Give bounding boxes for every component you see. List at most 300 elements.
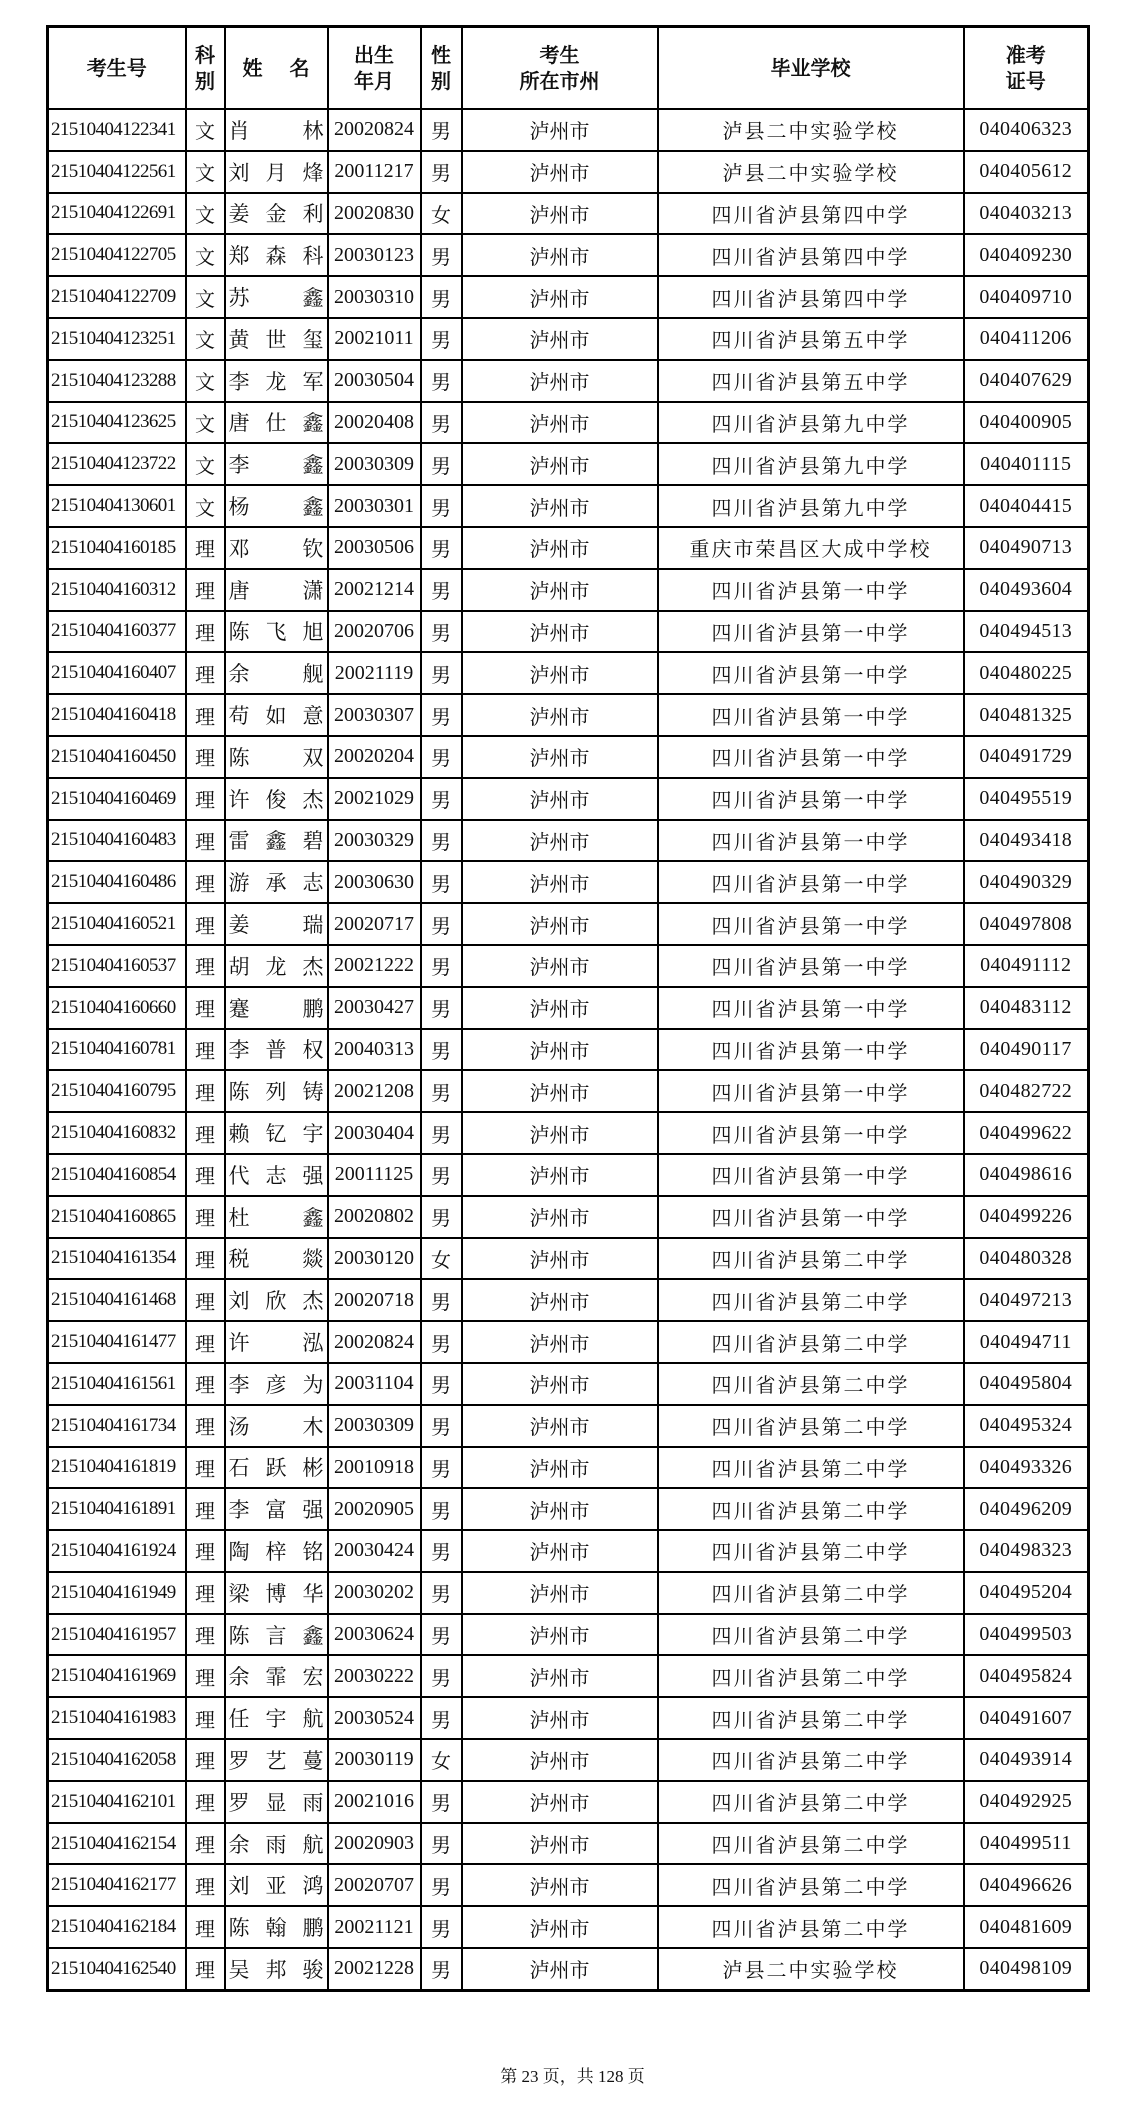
subject-cell: 理 <box>186 736 225 778</box>
student-name-cell: 杨鑫 <box>225 485 328 527</box>
birth-date-cell: 20030624 <box>328 1614 421 1656</box>
city-cell: 泸州市 <box>462 987 658 1029</box>
city-cell: 泸州市 <box>462 694 658 736</box>
subject-cell: 理 <box>186 1488 225 1530</box>
subject-cell: 理 <box>186 1530 225 1572</box>
student-name-cell: 代志强 <box>225 1154 328 1196</box>
exam-number-cell: 21510404123251 <box>48 318 186 360</box>
table-row <box>48 1614 1089 1656</box>
exam-number-cell: 21510404161983 <box>48 1697 186 1739</box>
city-cell: 泸州市 <box>462 1697 658 1739</box>
gender-cell: 男 <box>421 1321 462 1363</box>
header-city: 考生 所在市州 <box>462 27 658 110</box>
ticket-number-cell: 040497213 <box>964 1279 1089 1321</box>
ticket-number-cell: 040493604 <box>964 569 1089 611</box>
birth-date-cell: 20021011 <box>328 318 421 360</box>
table-row <box>48 1029 1089 1071</box>
gender-cell: 男 <box>421 945 462 987</box>
student-name-cell: 陈飞旭 <box>225 611 328 653</box>
birth-date-cell: 20020905 <box>328 1488 421 1530</box>
ticket-number-cell: 040495324 <box>964 1405 1089 1447</box>
table-row <box>48 1823 1089 1865</box>
gender-cell: 男 <box>421 736 462 778</box>
exam-number-cell: 21510404162540 <box>48 1948 186 1990</box>
city-cell: 泸州市 <box>462 485 658 527</box>
ticket-number-cell: 040499511 <box>964 1823 1089 1865</box>
table-row <box>48 1154 1089 1196</box>
ticket-number-cell: 040490713 <box>964 527 1089 569</box>
student-name-cell: 邓钦 <box>225 527 328 569</box>
gender-cell: 男 <box>421 694 462 736</box>
student-name-cell: 苟如意 <box>225 694 328 736</box>
exam-number-cell: 21510404160450 <box>48 736 186 778</box>
table-row <box>48 1447 1089 1489</box>
table-row <box>48 109 1089 151</box>
exam-number-cell: 21510404160469 <box>48 778 186 820</box>
gender-cell: 男 <box>421 276 462 318</box>
student-name-cell: 汤木 <box>225 1405 328 1447</box>
subject-cell: 理 <box>186 1864 225 1906</box>
ticket-number-cell: 040494513 <box>964 611 1089 653</box>
ticket-number-cell: 040495804 <box>964 1363 1089 1405</box>
birth-date-cell: 20021214 <box>328 569 421 611</box>
birth-date-cell: 20030524 <box>328 1697 421 1739</box>
birth-date-cell: 20030309 <box>328 443 421 485</box>
birth-date-cell: 20030504 <box>328 360 421 402</box>
exam-number-cell: 21510404161891 <box>48 1488 186 1530</box>
subject-cell: 理 <box>186 1405 225 1447</box>
table-row <box>48 987 1089 1029</box>
school-cell: 四川省泸县第二中学 <box>658 1279 964 1321</box>
birth-date-cell: 20011125 <box>328 1154 421 1196</box>
student-name-cell: 李富强 <box>225 1488 328 1530</box>
student-name-cell: 罗艺蔓 <box>225 1739 328 1781</box>
student-name-cell: 刘欣杰 <box>225 1279 328 1321</box>
birth-date-cell: 20020707 <box>328 1864 421 1906</box>
birth-date-cell: 20030202 <box>328 1572 421 1614</box>
student-name-cell: 姜金利 <box>225 193 328 235</box>
city-cell: 泸州市 <box>462 1906 658 1948</box>
gender-cell: 男 <box>421 1530 462 1572</box>
table-row <box>48 1739 1089 1781</box>
school-cell: 重庆市荣昌区大成中学校 <box>658 527 964 569</box>
exam-number-cell: 21510404161957 <box>48 1614 186 1656</box>
table-row <box>48 945 1089 987</box>
birth-date-cell: 20030309 <box>328 1405 421 1447</box>
ticket-number-cell: 040490117 <box>964 1029 1089 1071</box>
birth-date-cell: 20020408 <box>328 402 421 444</box>
gender-cell: 男 <box>421 903 462 945</box>
exam-number-cell: 21510404160537 <box>48 945 186 987</box>
gender-cell: 男 <box>421 569 462 611</box>
gender-cell: 男 <box>421 778 462 820</box>
birth-date-cell: 20030307 <box>328 694 421 736</box>
exam-number-cell: 21510404160854 <box>48 1154 186 1196</box>
exam-number-cell: 21510404122691 <box>48 193 186 235</box>
subject-cell: 理 <box>186 1697 225 1739</box>
school-cell: 四川省泸县第二中学 <box>658 1572 964 1614</box>
gender-cell: 男 <box>421 1154 462 1196</box>
birth-date-cell: 20020802 <box>328 1196 421 1238</box>
gender-cell: 男 <box>421 318 462 360</box>
exam-number-cell: 21510404160832 <box>48 1112 186 1154</box>
student-name-cell: 肖林 <box>225 109 328 151</box>
subject-cell: 理 <box>186 569 225 611</box>
school-cell: 四川省泸县第四中学 <box>658 234 964 276</box>
ticket-number-cell: 040480225 <box>964 652 1089 694</box>
gender-cell: 男 <box>421 1655 462 1697</box>
gender-cell: 男 <box>421 1906 462 1948</box>
city-cell: 泸州市 <box>462 1238 658 1280</box>
student-name-cell: 李龙军 <box>225 360 328 402</box>
exam-number-cell: 21510404161561 <box>48 1363 186 1405</box>
subject-cell: 文 <box>186 360 225 402</box>
school-cell: 四川省泸县第一中学 <box>658 694 964 736</box>
student-name-cell: 杜鑫 <box>225 1196 328 1238</box>
city-cell: 泸州市 <box>462 1530 658 1572</box>
gender-cell: 男 <box>421 1070 462 1112</box>
ticket-number-cell: 040491112 <box>964 945 1089 987</box>
gender-cell: 女 <box>421 193 462 235</box>
exam-number-cell: 21510404162058 <box>48 1739 186 1781</box>
birth-date-cell: 20030123 <box>328 234 421 276</box>
ticket-number-cell: 040491729 <box>964 736 1089 778</box>
ticket-number-cell: 040495824 <box>964 1655 1089 1697</box>
school-cell: 四川省泸县第一中学 <box>658 861 964 903</box>
student-name-cell: 陶梓铭 <box>225 1530 328 1572</box>
gender-cell: 男 <box>421 1864 462 1906</box>
school-cell: 四川省泸县第一中学 <box>658 1112 964 1154</box>
birth-date-cell: 20020824 <box>328 109 421 151</box>
gender-cell: 男 <box>421 1697 462 1739</box>
table-row <box>48 1070 1089 1112</box>
school-cell: 四川省泸县第一中学 <box>658 1196 964 1238</box>
school-cell: 四川省泸县第二中学 <box>658 1405 964 1447</box>
subject-cell: 理 <box>186 1321 225 1363</box>
subject-cell: 理 <box>186 778 225 820</box>
student-name-cell: 黄世玺 <box>225 318 328 360</box>
birth-date-cell: 20020718 <box>328 1279 421 1321</box>
subject-cell: 理 <box>186 1906 225 1948</box>
school-cell: 四川省泸县第二中学 <box>658 1447 964 1489</box>
city-cell: 泸州市 <box>462 945 658 987</box>
city-cell: 泸州市 <box>462 1279 658 1321</box>
city-cell: 泸州市 <box>462 109 658 151</box>
school-cell: 四川省泸县第二中学 <box>658 1655 964 1697</box>
birth-date-cell: 20030424 <box>328 1530 421 1572</box>
ticket-number-cell: 040494711 <box>964 1321 1089 1363</box>
page-footer: 第 23 页，共 128 页 <box>500 2067 645 2086</box>
gender-cell: 男 <box>421 1279 462 1321</box>
table-row <box>48 1948 1089 1990</box>
subject-cell: 文 <box>186 151 225 193</box>
subject-cell: 文 <box>186 276 225 318</box>
birth-date-cell: 20020830 <box>328 193 421 235</box>
exam-number-cell: 21510404160521 <box>48 903 186 945</box>
ticket-number-cell: 040496626 <box>964 1864 1089 1906</box>
school-cell: 四川省泸县第二中学 <box>658 1363 964 1405</box>
table-row <box>48 276 1089 318</box>
gender-cell: 男 <box>421 1572 462 1614</box>
ticket-number-cell: 040499503 <box>964 1614 1089 1656</box>
school-cell: 泸县二中实验学校 <box>658 1948 964 1990</box>
gender-cell: 女 <box>421 1739 462 1781</box>
city-cell: 泸州市 <box>462 1948 658 1990</box>
city-cell: 泸州市 <box>462 1363 658 1405</box>
exam-number-cell: 21510404161477 <box>48 1321 186 1363</box>
student-name-cell: 余霏宏 <box>225 1655 328 1697</box>
ticket-number-cell: 040481609 <box>964 1906 1089 1948</box>
city-cell: 泸州市 <box>462 652 658 694</box>
gender-cell: 男 <box>421 1488 462 1530</box>
table-row <box>48 1112 1089 1154</box>
table-row <box>48 402 1089 444</box>
gender-cell: 男 <box>421 109 462 151</box>
ticket-number-cell: 040482722 <box>964 1070 1089 1112</box>
subject-cell: 理 <box>186 1572 225 1614</box>
student-name-cell: 唐仕鑫 <box>225 402 328 444</box>
subject-cell: 理 <box>186 1739 225 1781</box>
school-cell: 四川省泸县第一中学 <box>658 1029 964 1071</box>
school-cell: 泸县二中实验学校 <box>658 109 964 151</box>
exam-number-cell: 21510404130601 <box>48 485 186 527</box>
gender-cell: 男 <box>421 820 462 862</box>
gender-cell: 女 <box>421 1238 462 1280</box>
exam-number-cell: 21510404123288 <box>48 360 186 402</box>
gender-cell: 男 <box>421 1447 462 1489</box>
exam-number-cell: 21510404122341 <box>48 109 186 151</box>
birth-date-cell: 20021121 <box>328 1906 421 1948</box>
ticket-number-cell: 040405612 <box>964 151 1089 193</box>
exam-number-cell: 21510404161468 <box>48 1279 186 1321</box>
subject-cell: 理 <box>186 903 225 945</box>
student-name-cell: 吴邦骏 <box>225 1948 328 1990</box>
school-cell: 四川省泸县第二中学 <box>658 1906 964 1948</box>
birth-date-cell: 20030310 <box>328 276 421 318</box>
header-birth: 出生 年月 <box>328 27 421 110</box>
student-name-cell: 罗显雨 <box>225 1781 328 1823</box>
exam-number-cell: 21510404160312 <box>48 569 186 611</box>
city-cell: 泸州市 <box>462 151 658 193</box>
ticket-number-cell: 040400905 <box>964 402 1089 444</box>
student-name-cell: 税燚 <box>225 1238 328 1280</box>
birth-date-cell: 20021029 <box>328 778 421 820</box>
school-cell: 四川省泸县第一中学 <box>658 736 964 778</box>
city-cell: 泸州市 <box>462 820 658 862</box>
city-cell: 泸州市 <box>462 1029 658 1071</box>
school-cell: 四川省泸县第二中学 <box>658 1781 964 1823</box>
student-name-cell: 蹇鹏 <box>225 987 328 1029</box>
table-row <box>48 736 1089 778</box>
student-name-cell: 郑森科 <box>225 234 328 276</box>
subject-cell: 文 <box>186 485 225 527</box>
subject-cell: 理 <box>186 611 225 653</box>
table-row <box>48 193 1089 235</box>
birth-date-cell: 20030506 <box>328 527 421 569</box>
city-cell: 泸州市 <box>462 903 658 945</box>
table-row <box>48 1279 1089 1321</box>
school-cell: 泸县二中实验学校 <box>658 151 964 193</box>
subject-cell: 理 <box>186 987 225 1029</box>
ticket-number-cell: 040493914 <box>964 1739 1089 1781</box>
school-cell: 四川省泸县第二中学 <box>658 1739 964 1781</box>
city-cell: 泸州市 <box>462 1112 658 1154</box>
gender-cell: 男 <box>421 987 462 1029</box>
subject-cell: 理 <box>186 652 225 694</box>
birth-date-cell: 20021208 <box>328 1070 421 1112</box>
exam-number-cell: 21510404162177 <box>48 1864 186 1906</box>
city-cell: 泸州市 <box>462 736 658 778</box>
gender-cell: 男 <box>421 1112 462 1154</box>
birth-date-cell: 20030222 <box>328 1655 421 1697</box>
school-cell: 四川省泸县第二中学 <box>658 1321 964 1363</box>
gender-cell: 男 <box>421 1823 462 1865</box>
subject-cell: 文 <box>186 234 225 276</box>
city-cell: 泸州市 <box>462 1321 658 1363</box>
school-cell: 四川省泸县第二中学 <box>658 1530 964 1572</box>
city-cell: 泸州市 <box>462 234 658 276</box>
table-row <box>48 1530 1089 1572</box>
school-cell: 四川省泸县第五中学 <box>658 318 964 360</box>
city-cell: 泸州市 <box>462 1823 658 1865</box>
exam-number-cell: 21510404160407 <box>48 652 186 694</box>
exam-number-cell: 21510404161734 <box>48 1405 186 1447</box>
exam-number-cell: 21510404122705 <box>48 234 186 276</box>
ticket-number-cell: 040404415 <box>964 485 1089 527</box>
table-row <box>48 1321 1089 1363</box>
student-name-cell: 梁博华 <box>225 1572 328 1614</box>
city-cell: 泸州市 <box>462 1572 658 1614</box>
school-cell: 四川省泸县第一中学 <box>658 1070 964 1112</box>
school-cell: 四川省泸县第二中学 <box>658 1488 964 1530</box>
ticket-number-cell: 040481325 <box>964 694 1089 736</box>
table-row <box>48 234 1089 276</box>
birth-date-cell: 20040313 <box>328 1029 421 1071</box>
gender-cell: 男 <box>421 1781 462 1823</box>
school-cell: 四川省泸县第二中学 <box>658 1864 964 1906</box>
student-name-cell: 刘月烽 <box>225 151 328 193</box>
gender-cell: 男 <box>421 402 462 444</box>
ticket-number-cell: 040409230 <box>964 234 1089 276</box>
birth-date-cell: 20030329 <box>328 820 421 862</box>
gender-cell: 男 <box>421 1196 462 1238</box>
table-row <box>48 1781 1089 1823</box>
student-name-cell: 游承志 <box>225 861 328 903</box>
student-name-cell: 刘亚鸿 <box>225 1864 328 1906</box>
city-cell: 泸州市 <box>462 1154 658 1196</box>
header-name: 姓 名 <box>225 27 328 110</box>
city-cell: 泸州市 <box>462 527 658 569</box>
city-cell: 泸州市 <box>462 1070 658 1112</box>
ticket-number-cell: 040498616 <box>964 1154 1089 1196</box>
city-cell: 泸州市 <box>462 1864 658 1906</box>
city-cell: 泸州市 <box>462 1488 658 1530</box>
ticket-number-cell: 040409710 <box>964 276 1089 318</box>
subject-cell: 理 <box>186 1070 225 1112</box>
exam-number-cell: 21510404160795 <box>48 1070 186 1112</box>
subject-cell: 理 <box>186 1614 225 1656</box>
school-cell: 四川省泸县第一中学 <box>658 903 964 945</box>
city-cell: 泸州市 <box>462 402 658 444</box>
school-cell: 四川省泸县第二中学 <box>658 1823 964 1865</box>
table-row <box>48 820 1089 862</box>
birth-date-cell: 20021222 <box>328 945 421 987</box>
gender-cell: 男 <box>421 1363 462 1405</box>
exam-number-cell: 21510404161969 <box>48 1655 186 1697</box>
birth-date-cell: 20021016 <box>328 1781 421 1823</box>
ticket-number-cell: 040406323 <box>964 109 1089 151</box>
student-name-cell: 姜瑞 <box>225 903 328 945</box>
header-school: 毕业学校 <box>658 27 964 110</box>
subject-cell: 理 <box>186 1196 225 1238</box>
exam-number-cell: 21510404160660 <box>48 987 186 1029</box>
exam-number-cell: 21510404162184 <box>48 1906 186 1948</box>
city-cell: 泸州市 <box>462 861 658 903</box>
subject-cell: 文 <box>186 109 225 151</box>
exam-number-cell: 21510404161819 <box>48 1447 186 1489</box>
ticket-number-cell: 040498323 <box>964 1530 1089 1572</box>
ticket-number-cell: 040493326 <box>964 1447 1089 1489</box>
table-row <box>48 861 1089 903</box>
table-row <box>48 1363 1089 1405</box>
table-row <box>48 1405 1089 1447</box>
exam-number-cell: 21510404160185 <box>48 527 186 569</box>
table-row <box>48 318 1089 360</box>
gender-cell: 男 <box>421 1029 462 1071</box>
table-row <box>48 1572 1089 1614</box>
header-row <box>48 27 1089 110</box>
table-row <box>48 360 1089 402</box>
subject-cell: 理 <box>186 1948 225 1990</box>
subject-cell: 理 <box>186 1112 225 1154</box>
table-row <box>48 443 1089 485</box>
school-cell: 四川省泸县第四中学 <box>658 276 964 318</box>
school-cell: 四川省泸县第二中学 <box>658 1697 964 1739</box>
ticket-number-cell: 040496209 <box>964 1488 1089 1530</box>
student-name-cell: 李鑫 <box>225 443 328 485</box>
ticket-number-cell: 040495204 <box>964 1572 1089 1614</box>
city-cell: 泸州市 <box>462 276 658 318</box>
city-cell: 泸州市 <box>462 318 658 360</box>
ticket-number-cell: 040490329 <box>964 861 1089 903</box>
city-cell: 泸州市 <box>462 1196 658 1238</box>
birth-date-cell: 20030120 <box>328 1238 421 1280</box>
table-row <box>48 1697 1089 1739</box>
subject-cell: 理 <box>186 527 225 569</box>
subject-cell: 理 <box>186 1447 225 1489</box>
birth-date-cell: 20020706 <box>328 611 421 653</box>
student-name-cell: 陈双 <box>225 736 328 778</box>
birth-date-cell: 20010918 <box>328 1447 421 1489</box>
school-cell: 四川省泸县第二中学 <box>658 1238 964 1280</box>
subject-cell: 理 <box>186 820 225 862</box>
gender-cell: 男 <box>421 527 462 569</box>
birth-date-cell: 20030301 <box>328 485 421 527</box>
student-name-cell: 许俊杰 <box>225 778 328 820</box>
student-name-cell: 石跃彬 <box>225 1447 328 1489</box>
ticket-number-cell: 040497808 <box>964 903 1089 945</box>
exam-number-cell: 21510404122561 <box>48 151 186 193</box>
school-cell: 四川省泸县第九中学 <box>658 402 964 444</box>
student-name-cell: 李普权 <box>225 1029 328 1071</box>
birth-date-cell: 20020824 <box>328 1321 421 1363</box>
school-cell: 四川省泸县第二中学 <box>658 1614 964 1656</box>
school-cell: 四川省泸县第一中学 <box>658 1154 964 1196</box>
table-row <box>48 527 1089 569</box>
table-row <box>48 151 1089 193</box>
gender-cell: 男 <box>421 861 462 903</box>
header-ticket: 准考 证号 <box>964 27 1089 110</box>
